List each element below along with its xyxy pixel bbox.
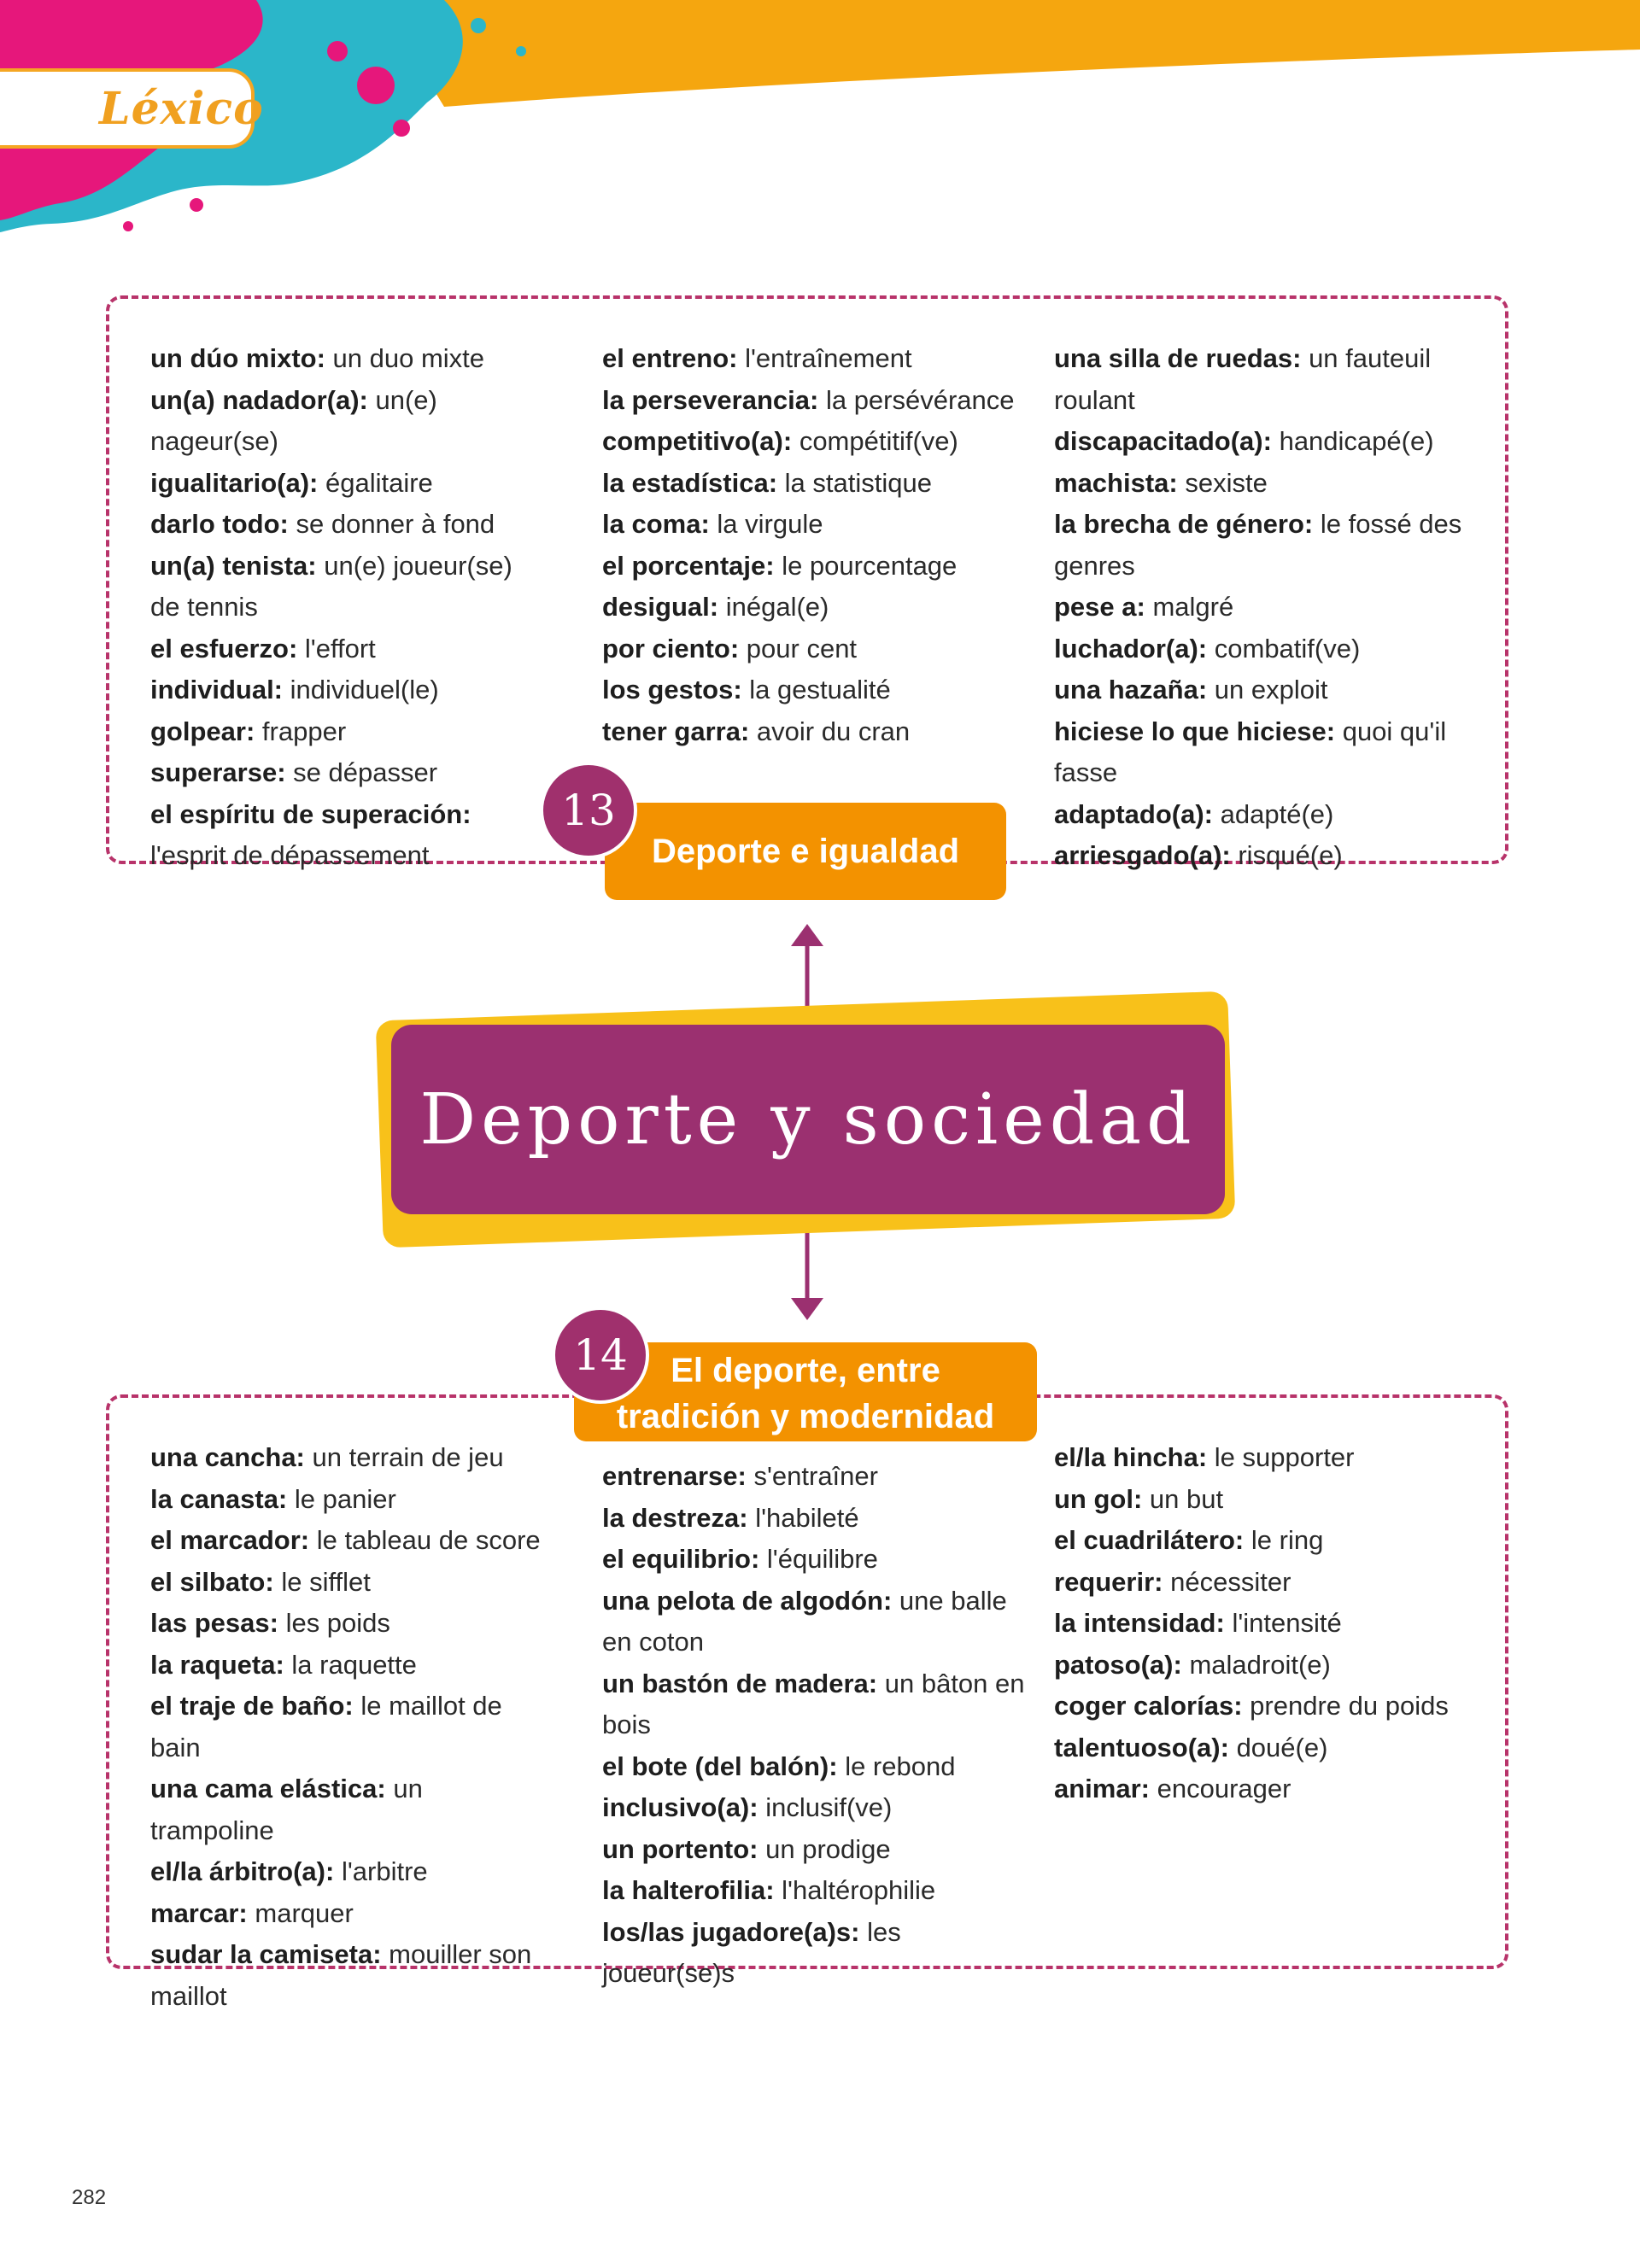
vocab-term: un dúo mixto:: [150, 343, 325, 373]
vocab-translation: une balle en coton: [602, 1585, 1007, 1657]
vocab-translation: l'habileté: [755, 1502, 859, 1533]
vocab-translation: frapper: [261, 716, 347, 746]
vocab-term: los/las jugadore(a)s:: [602, 1916, 860, 1947]
vocab-entry: [1054, 1603, 1498, 1645]
vocab-term: la perseverancia:: [602, 384, 819, 415]
vocab-term: un gol:: [1054, 1483, 1143, 1514]
vocab-entry: [602, 1746, 1029, 1788]
vocab-column: [1054, 1437, 1498, 1810]
vocab-entry: [602, 1456, 1029, 1498]
vocab-term: darlo todo:: [150, 509, 289, 539]
vocab-translation: malgré: [1152, 592, 1234, 622]
vocab-column: [1054, 338, 1498, 877]
unit-13-number: 13: [561, 786, 616, 835]
vocab-translation: adapté(e): [1220, 798, 1334, 829]
vocab-translation: un(e) joueur(se) de tennis: [150, 550, 512, 622]
vocab-translation: un(e) nageur(se): [150, 384, 437, 456]
vocab-translation: avoir du cran: [756, 716, 911, 746]
vocab-translation: inclusif(ve): [765, 1792, 893, 1822]
vocab-term: la intensidad:: [1054, 1608, 1225, 1638]
vocab-term: igualitario(a):: [150, 467, 319, 498]
vocab-translation: prendre du poids: [1250, 1691, 1449, 1721]
vocab-term: la estadística:: [602, 467, 778, 498]
vocab-term: luchador(a):: [1054, 633, 1208, 663]
vocab-term: pese a:: [1054, 592, 1145, 622]
vocab-entry: [150, 1603, 543, 1645]
vocab-term: un bastón de madera:: [602, 1668, 878, 1698]
vocab-entry: [150, 1851, 543, 1893]
vocab-entry: [150, 1768, 543, 1851]
vocab-entry: [150, 380, 543, 463]
vocab-translation: pour cent: [746, 633, 858, 663]
vocab-translation: maladroit(e): [1189, 1649, 1331, 1680]
vocab-entry: [150, 1479, 543, 1521]
vocab-entry: [1054, 463, 1498, 505]
vocab-translation: l'esprit de dépassement: [150, 840, 430, 870]
vocab-translation: le maillot de bain: [150, 1691, 502, 1762]
vocab-entry: [602, 1663, 1029, 1746]
vocab-term: una pelota de algodón:: [602, 1585, 893, 1616]
vocab-translation: nécessiter: [1170, 1566, 1292, 1597]
vocab-term: la raqueta:: [150, 1649, 284, 1680]
vocab-translation: un prodige: [765, 1833, 891, 1864]
vocab-entry: [150, 1645, 543, 1686]
vocab-term: el silbato:: [150, 1566, 274, 1597]
vocab-entry: [150, 338, 543, 380]
vocab-translation: doué(e): [1236, 1732, 1328, 1762]
vocab-term: los gestos:: [602, 675, 742, 704]
vocab-entry: [602, 380, 1029, 422]
vocab-translation: handicapé(e): [1279, 426, 1434, 456]
vocab-entry: [1054, 1562, 1498, 1604]
vocab-entry: [1054, 1437, 1498, 1479]
vocab-entry: [602, 1787, 1029, 1829]
vocab-term: el bote (del balón):: [602, 1751, 838, 1781]
vocab-term: el/la árbitro(a):: [150, 1856, 335, 1886]
vocab-entry: [602, 463, 1029, 505]
vocab-entry: [1054, 669, 1498, 711]
center-title: Deporte y sociedad: [419, 1078, 1197, 1160]
vocab-translation: s'entraîner: [753, 1461, 878, 1491]
section-label: Léxico: [99, 82, 264, 135]
vocab-translation: individuel(le): [290, 675, 439, 704]
vocab-translation: l'haltérophilie: [782, 1875, 936, 1905]
unit-14-number: 14: [573, 1330, 628, 1380]
unit-14-title-line-2: tradición y modernidad: [616, 1398, 995, 1435]
vocab-translation: l'équilibre: [766, 1544, 878, 1574]
vocab-entry: [602, 1829, 1029, 1871]
vocab-term: inclusivo(a):: [602, 1792, 758, 1822]
vocab-entry: [1054, 711, 1498, 794]
vocab-term: la brecha de género:: [1054, 509, 1314, 539]
vocab-term: competitivo(a):: [602, 426, 793, 456]
vocab-column: [602, 338, 1029, 752]
vocab-translation: la gestualité: [749, 675, 891, 704]
vocab-entry: [602, 669, 1029, 711]
vocab-term: adaptado(a):: [1054, 798, 1213, 829]
vocab-column: [150, 1437, 543, 2017]
vocab-term: individual:: [150, 675, 283, 704]
vocab-column: [150, 338, 543, 877]
center-title-box: [391, 1025, 1225, 1214]
vocab-translation: le tableau de score: [316, 1525, 541, 1555]
vocab-entry: [1054, 835, 1498, 877]
vocab-translation: l'entraînement: [745, 343, 912, 373]
vocab-entry: [602, 421, 1029, 463]
vocab-term: la halterofilia:: [602, 1875, 775, 1905]
vocab-entry: [150, 752, 543, 794]
vocab-translation: le supporter: [1214, 1442, 1355, 1472]
vocab-translation: le sifflet: [281, 1566, 371, 1597]
vocab-translation: un fauteuil roulant: [1054, 343, 1432, 415]
vocab-term: el cuadrilátero:: [1054, 1525, 1245, 1555]
vocab-translation: les joueur(se)s: [602, 1916, 901, 1988]
vocab-term: desigual:: [602, 592, 719, 622]
vocab-entry: [150, 1686, 543, 1768]
vocab-term: hiciese lo que hiciese:: [1054, 716, 1336, 746]
vocab-translation: la raquette: [291, 1649, 417, 1680]
vocab-translation: la persévérance: [825, 384, 1015, 415]
vocab-translation: un duo mixte: [332, 343, 485, 373]
vocab-entry: [1054, 1686, 1498, 1727]
vocab-term: golpear:: [150, 716, 255, 746]
vocab-translation: le pourcentage: [782, 550, 958, 581]
vocab-term: la destreza:: [602, 1502, 748, 1533]
vocab-entry: [1054, 1645, 1498, 1686]
vocab-translation: le ring: [1250, 1525, 1324, 1555]
vocab-entry: [1054, 1727, 1498, 1769]
vocab-entry: [150, 1520, 543, 1562]
vocab-term: el porcentaje:: [602, 550, 775, 581]
vocab-translation: un terrain de jeu: [312, 1442, 504, 1472]
section-tab: [0, 68, 264, 149]
vocab-entry: [1054, 794, 1498, 836]
vocab-term: entrenarse:: [602, 1461, 747, 1491]
vocab-term: el entreno:: [602, 343, 738, 373]
vocab-translation: un bâton en bois: [602, 1668, 1025, 1739]
vocab-translation: l'arbitre: [341, 1856, 428, 1886]
vocab-term: patoso(a):: [1054, 1649, 1182, 1680]
vocab-entry: [1054, 504, 1498, 587]
vocab-term: animar:: [1054, 1774, 1150, 1803]
vocab-entry: [150, 1437, 543, 1479]
vocab-term: una cancha:: [150, 1442, 305, 1472]
vocab-entry: [150, 1934, 543, 2017]
vocab-entry: [1054, 1479, 1498, 1521]
vocab-term: el marcador:: [150, 1525, 310, 1555]
vocab-term: la coma:: [602, 509, 710, 539]
vocab-translation: un exploit: [1214, 675, 1328, 704]
vocab-entry: [150, 504, 543, 546]
vocab-term: discapacitado(a):: [1054, 426, 1272, 456]
page-number: 282: [72, 2186, 107, 2209]
vocab-entry: [602, 504, 1029, 546]
unit-14-title-line-1: El deporte, entre: [671, 1352, 940, 1389]
vocab-term: una hazaña:: [1054, 675, 1208, 704]
vocab-translation: le panier: [294, 1483, 396, 1514]
vocab-term: el traje de baño:: [150, 1691, 354, 1721]
vocab-translation: mouiller son maillot: [150, 1939, 532, 2011]
vocab-translation: compétitif(ve): [799, 426, 958, 456]
vocab-translation: le rebond: [845, 1751, 956, 1781]
vocab-entry: [150, 546, 543, 628]
unit-14-number-badge: [555, 1310, 646, 1400]
vocab-term: machista:: [1054, 467, 1178, 498]
vocab-term: por ciento:: [602, 633, 740, 663]
vocab-entry: [150, 463, 543, 505]
vocab-translation: sexiste: [1185, 467, 1268, 498]
vocab-entry: [602, 1581, 1029, 1663]
vocab-translation: inégal(e): [725, 592, 829, 622]
vocab-term: un portento:: [602, 1833, 758, 1864]
vocab-entry: [602, 338, 1029, 380]
vocab-translation: le fossé des genres: [1054, 509, 1462, 581]
vocab-entry: [1054, 628, 1498, 670]
vocab-translation: les poids: [285, 1608, 390, 1638]
vocab-entry: [602, 1539, 1029, 1581]
vocab-entry: [150, 794, 543, 877]
vocab-translation: l'intensité: [1232, 1608, 1342, 1638]
vocab-entry: [1054, 338, 1498, 421]
vocab-translation: se donner à fond: [296, 509, 495, 539]
vocab-term: el/la hincha:: [1054, 1442, 1208, 1472]
vocab-column: [602, 1456, 1029, 1995]
unit-13-title-text: Deporte e igualdad: [651, 833, 960, 870]
vocab-entry: [150, 669, 543, 711]
vocab-translation: marquer: [255, 1897, 354, 1928]
vocab-term: superarse:: [150, 757, 286, 787]
vocab-term: el espíritu de superación:: [150, 798, 472, 829]
vocab-entry: [602, 628, 1029, 670]
vocab-entry: [150, 1562, 543, 1604]
unit-13-title: [605, 803, 1006, 900]
vocab-translation: la statistique: [784, 467, 932, 498]
vocab-term: tener garra:: [602, 716, 750, 746]
vocab-translation: un but: [1149, 1483, 1224, 1514]
vocab-translation: la virgule: [717, 509, 823, 539]
vocab-entry: [1054, 421, 1498, 463]
vocab-translation: combatif(ve): [1214, 633, 1361, 663]
vocab-translation: risqué(e): [1238, 840, 1343, 870]
vocab-translation: quoi qu'il fasse: [1054, 716, 1447, 787]
vocab-term: requerir:: [1054, 1566, 1163, 1597]
vocab-entry: [602, 1912, 1029, 1995]
vocab-entry: [602, 546, 1029, 587]
vocab-term: una silla de ruedas:: [1054, 343, 1302, 373]
vocab-translation: l'effort: [304, 633, 376, 663]
vocab-entry: [602, 587, 1029, 628]
vocab-term: la canasta:: [150, 1483, 288, 1514]
vocab-translation: se dépasser: [293, 757, 438, 787]
vocab-term: las pesas:: [150, 1608, 278, 1638]
vocab-term: un(a) tenista:: [150, 550, 317, 581]
vocab-translation: encourager: [1157, 1774, 1292, 1803]
vocab-entry: [602, 711, 1029, 753]
vocab-term: el esfuerzo:: [150, 633, 298, 663]
vocab-entry: [1054, 1520, 1498, 1562]
vocab-term: un(a) nadador(a):: [150, 384, 368, 415]
vocab-term: una cama elástica:: [150, 1774, 386, 1803]
vocab-entry: [150, 1893, 543, 1935]
vocab-term: sudar la camiseta:: [150, 1939, 382, 1969]
unit-13-number-badge: [543, 765, 634, 856]
vocab-entry: [150, 628, 543, 670]
vocab-entry: [1054, 587, 1498, 628]
vocab-term: el equilibrio:: [602, 1544, 760, 1574]
vocab-entry: [602, 1870, 1029, 1912]
vocab-entry: [1054, 1768, 1498, 1810]
vocab-entry: [150, 711, 543, 753]
vocab-term: coger calorías:: [1054, 1691, 1243, 1721]
vocab-entry: [602, 1498, 1029, 1540]
vocab-translation: un trampoline: [150, 1774, 423, 1845]
vocab-term: talentuoso(a):: [1054, 1732, 1229, 1762]
vocab-translation: égalitaire: [325, 467, 433, 498]
vocab-term: marcar:: [150, 1897, 248, 1928]
vocab-term: arriesgado(a):: [1054, 840, 1231, 870]
